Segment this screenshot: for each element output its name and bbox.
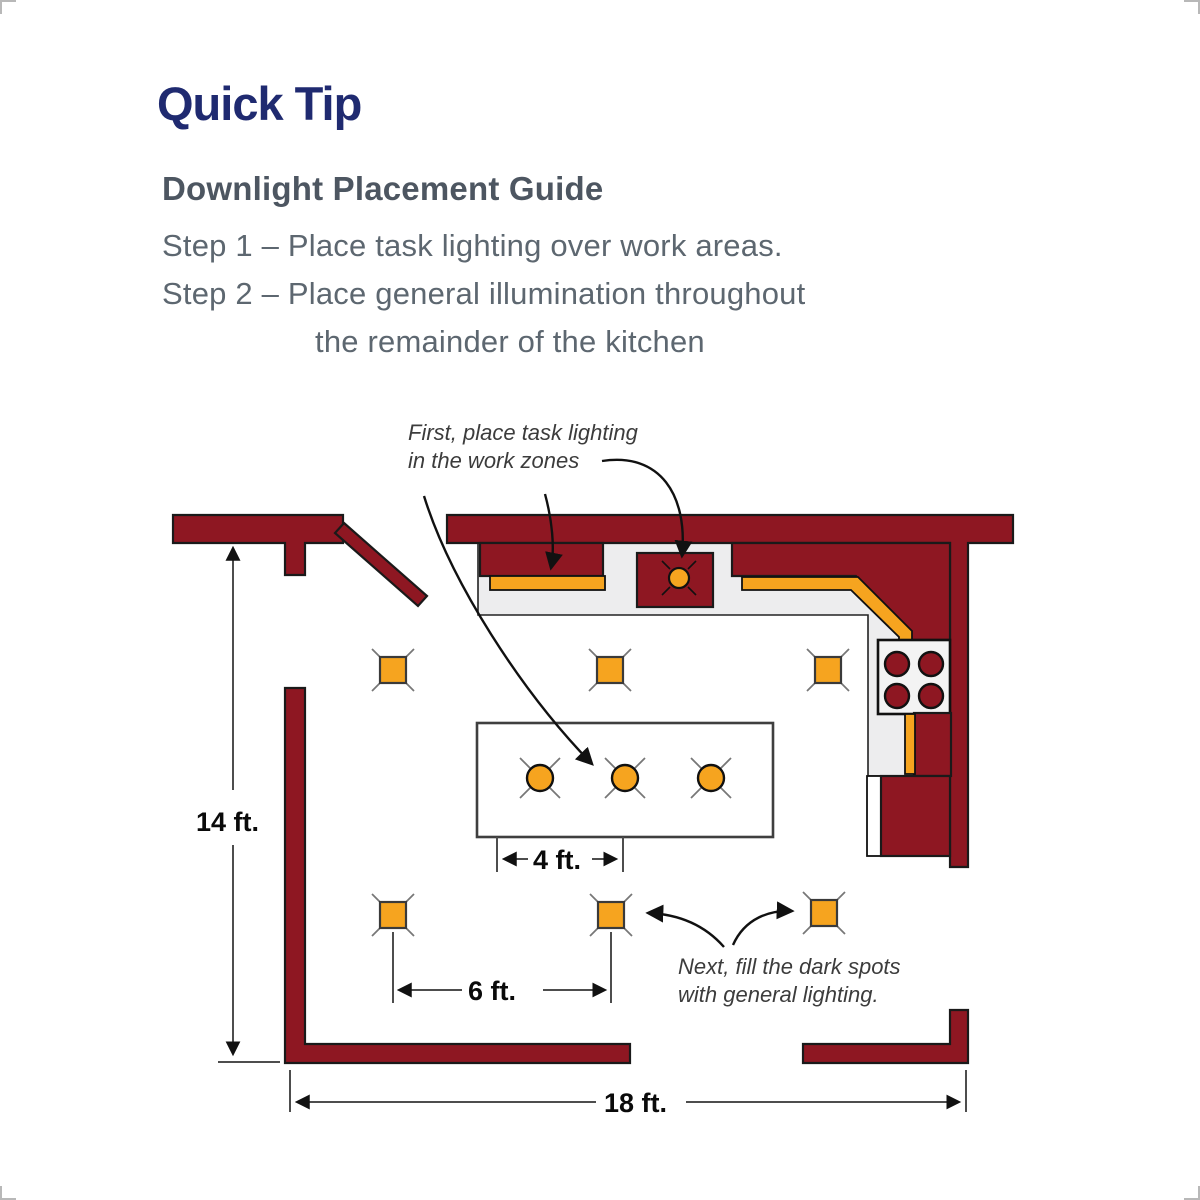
- step-1-text: Step 1 – Place task lighting over work areas.: [162, 228, 783, 263]
- general-annotation-arrows: [648, 911, 792, 947]
- door-leaf: [335, 523, 427, 606]
- island-downlight: [520, 758, 560, 798]
- general-downlight: [372, 894, 414, 936]
- dimension-6ft: [393, 932, 611, 1006]
- page-title: Quick Tip: [157, 77, 362, 130]
- dimension-4ft: [497, 837, 623, 875]
- general-annotation-line2: with general lighting.: [678, 982, 879, 1007]
- refrigerator: [881, 776, 950, 856]
- dimension-18ft: [290, 1070, 966, 1118]
- upper-cabinet-left: [480, 543, 603, 576]
- guide-subtitle: Downlight Placement Guide: [162, 170, 604, 207]
- dimension-6ft-label: 6 ft.: [468, 976, 517, 1006]
- island-downlight: [691, 758, 731, 798]
- task-light-strip-right: [905, 714, 915, 774]
- island-downlight: [605, 758, 645, 798]
- top-left-wall: [173, 515, 343, 575]
- task-light-strip-left: [490, 576, 605, 590]
- general-downlight: [372, 649, 414, 691]
- task-annotation-line2: in the work zones: [408, 448, 580, 473]
- general-annotation-line1: Next, fill the dark spots: [678, 954, 901, 979]
- general-downlight: [589, 649, 631, 691]
- step-2-text-continued: the remainder of the kitchen: [315, 324, 705, 359]
- bottom-right-wall: [803, 1010, 968, 1063]
- dimension-18ft-label: 18 ft.: [604, 1088, 668, 1118]
- task-annotation-line1: First, place task lighting: [408, 420, 638, 445]
- general-downlight: [803, 892, 845, 934]
- general-downlight: [807, 649, 849, 691]
- refrigerator-door: [867, 776, 881, 856]
- base-cabinet-right: [914, 713, 951, 776]
- dimension-4ft-label: 4 ft.: [533, 845, 582, 875]
- dimension-14ft-label: 14 ft.: [196, 807, 260, 837]
- step-2-text: Step 2 – Place general illumination throughout: [162, 276, 806, 311]
- general-downlight: [590, 894, 632, 936]
- dimension-14ft: [196, 548, 280, 1062]
